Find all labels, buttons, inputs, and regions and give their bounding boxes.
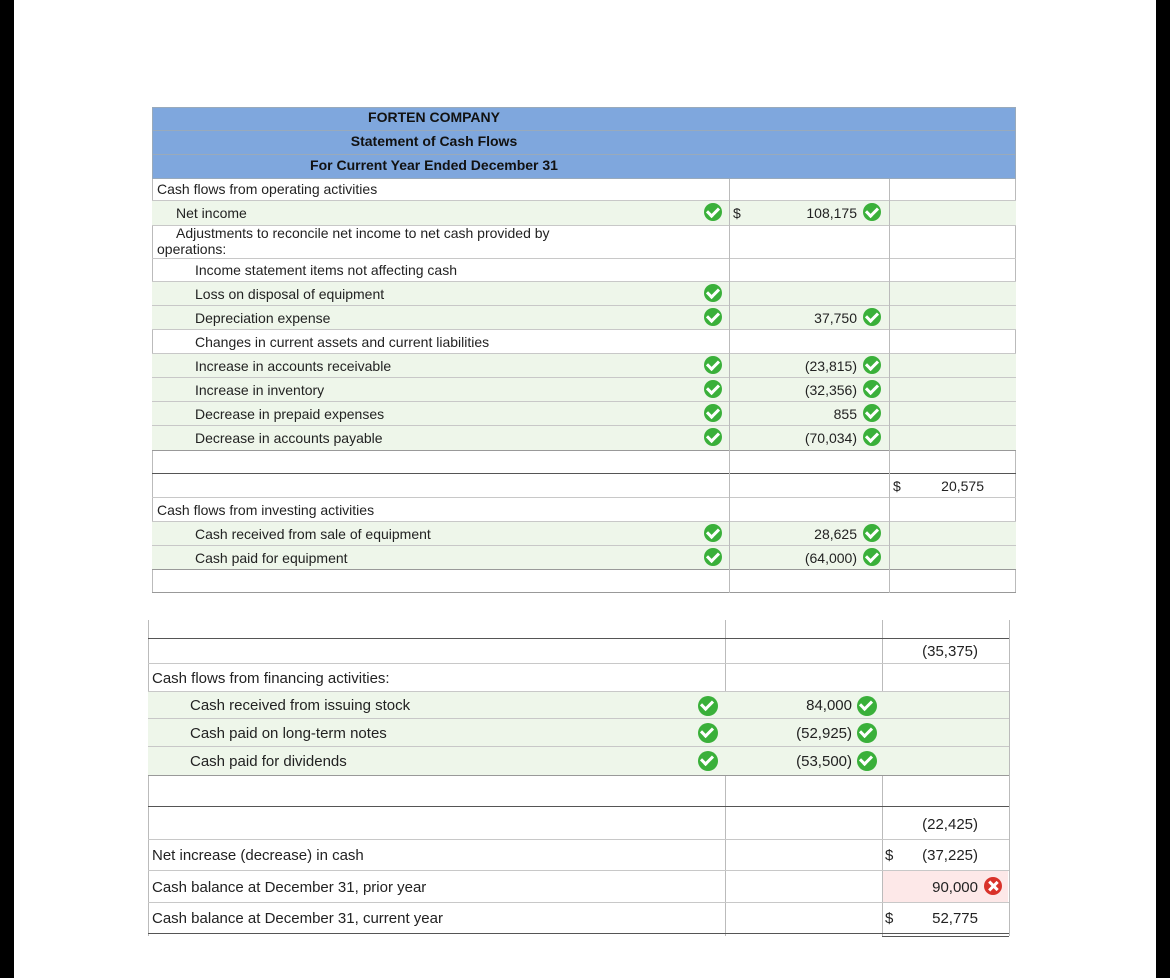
prepaid-label: Decrease in prepaid expenses <box>195 406 385 422</box>
adjustments-label: Adjustments to reconcile net income to net cash provided by <box>176 225 550 241</box>
investing-heading: Cash flows from investing activities <box>157 502 375 518</box>
net-change-amount[interactable]: (37,225) <box>922 847 978 864</box>
company-name: FORTEN COMPANY <box>368 109 500 125</box>
investing-total-amount[interactable]: (35,375) <box>922 643 978 660</box>
prepaid-amount[interactable]: 855 <box>833 406 857 422</box>
ap-label: Decrease in accounts payable <box>195 430 383 446</box>
check-icon <box>698 696 718 716</box>
net-change-label: Net increase (decrease) in cash <box>152 847 364 864</box>
loss-disposal-label: Loss on disposal of equipment <box>195 286 385 302</box>
check-icon <box>698 751 718 771</box>
check-icon <box>863 356 881 374</box>
dividends-amount[interactable]: (53,500) <box>796 753 852 770</box>
check-icon <box>704 203 722 221</box>
check-icon <box>704 524 722 542</box>
sale-equipment-label: Cash received from sale of equipment <box>195 526 431 542</box>
net-change-currency: $ <box>885 847 894 864</box>
depreciation-label: Depreciation expense <box>195 310 331 326</box>
ar-amount[interactable]: (23,815) <box>804 358 857 374</box>
long-term-notes-label: Cash paid on long-term notes <box>190 725 387 742</box>
changes-label: Changes in current assets and current liabilities <box>195 334 490 350</box>
sale-equipment-amount[interactable]: 28,625 <box>814 526 857 542</box>
check-icon <box>863 380 881 398</box>
paid-equipment-amount[interactable]: (64,000) <box>804 550 857 566</box>
check-icon <box>857 723 877 743</box>
check-icon <box>863 428 881 446</box>
check-icon <box>704 548 722 566</box>
statement-title: Statement of Cash Flows <box>350 133 518 149</box>
error-x-icon <box>984 877 1002 895</box>
current-balance-label: Cash balance at December 31, current year <box>152 910 443 927</box>
check-icon <box>863 203 881 221</box>
check-icon <box>863 308 881 326</box>
check-icon <box>698 723 718 743</box>
statement-header <box>152 107 1016 179</box>
financing-total-amount[interactable]: (22,425) <box>922 816 978 833</box>
operating-heading: Cash flows from operating activities <box>157 181 378 197</box>
issue-stock-amount[interactable]: 84,000 <box>806 697 852 714</box>
ap-amount[interactable]: (70,034) <box>804 430 857 446</box>
prior-balance-amount[interactable]: 90,000 <box>932 879 978 896</box>
current-balance-currency: $ <box>885 910 894 927</box>
check-icon <box>704 356 722 374</box>
inventory-label: Increase in inventory <box>195 382 325 398</box>
inventory-amount[interactable]: (32,356) <box>804 382 857 398</box>
long-term-notes-amount[interactable]: (52,925) <box>796 725 852 742</box>
check-icon <box>704 428 722 446</box>
net-income-amount[interactable]: 108,175 <box>806 205 857 221</box>
issue-stock-label: Cash received from issuing stock <box>190 697 411 714</box>
net-income-label: Net income <box>176 205 247 221</box>
check-icon <box>704 380 722 398</box>
current-balance-amount[interactable]: 52,775 <box>932 910 978 927</box>
check-icon <box>857 696 877 716</box>
depreciation-amount[interactable]: 37,750 <box>814 310 857 326</box>
check-icon <box>863 548 881 566</box>
check-icon <box>704 308 722 326</box>
operating-total-amount[interactable]: 20,575 <box>941 478 984 494</box>
financing-heading: Cash flows from financing activities: <box>152 670 390 687</box>
check-icon <box>863 524 881 542</box>
paid-equipment-label: Cash paid for equipment <box>195 550 348 566</box>
adjustments-label-cont: operations: <box>157 241 227 257</box>
operating-total-currency: $ <box>893 478 901 494</box>
income-items-label: Income statement items not affecting cash <box>195 262 457 278</box>
check-icon <box>704 404 722 422</box>
statement-period: For Current Year Ended December 31 <box>310 157 558 173</box>
check-icon <box>704 284 722 302</box>
check-icon <box>863 404 881 422</box>
dividends-label: Cash paid for dividends <box>190 753 347 770</box>
check-icon <box>857 751 877 771</box>
prior-balance-label: Cash balance at December 31, prior year <box>152 879 427 896</box>
net-income-currency: $ <box>733 205 741 221</box>
ar-label: Increase in accounts receivable <box>195 358 392 374</box>
